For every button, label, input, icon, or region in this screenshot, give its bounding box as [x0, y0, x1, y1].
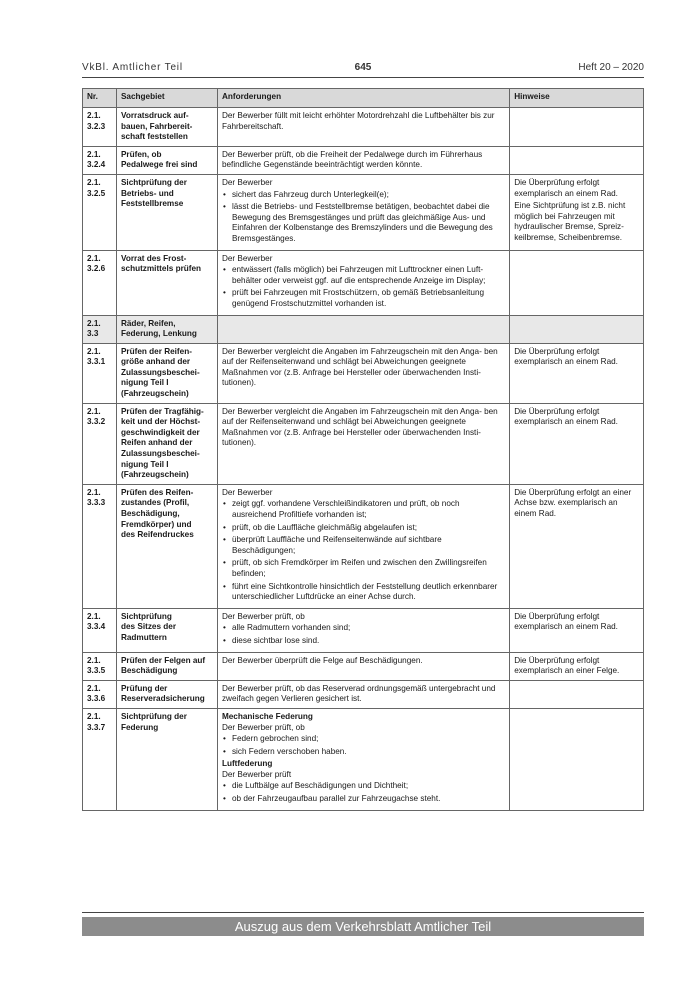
- requirements-table: [82, 88, 644, 811]
- section-title: Räder, Reifen, Federung, Lenkung: [116, 315, 217, 343]
- footer-rule: [82, 912, 644, 913]
- row-requirements: Der Bewerber überprüft die Felge auf Beschädigungen.: [217, 652, 509, 680]
- list-item: • führt eine Sichtkontrolle hinsichtlich der Feststellung deutlich erkennbarer unterschiedlicher Luftdrücke an einer Achse durch.: [222, 582, 505, 603]
- list-item: • alle Radmuttern vorhanden sind;: [222, 623, 505, 634]
- row-notes: [510, 174, 644, 250]
- row-notes: [510, 708, 644, 810]
- requirements-intro: Der Bewerber prüft: [221, 769, 292, 779]
- requirements-intro: Der Bewerber: [221, 177, 273, 187]
- row-notes: Die Überprüfung erfolgt exemplarisch an einem Rad.: [510, 343, 644, 403]
- list-item: • prüft, ob die Lauffläche gleichmäßig abgelaufen ist;: [222, 523, 505, 534]
- table-row: [83, 708, 644, 810]
- row-number: 2.1. 3.2.6: [83, 250, 117, 315]
- table-row: [83, 108, 644, 147]
- row-number: 2.1. 3.3.3: [83, 484, 117, 608]
- table-header-row: [83, 89, 644, 108]
- row-topic: Prüfung der Reserveradsicherung: [116, 680, 217, 708]
- section-empty-cell: [217, 315, 509, 343]
- row-number: 2.1. 3.2.4: [83, 146, 117, 174]
- table-row: [83, 484, 644, 608]
- row-number: 2.1. 3.3.1: [83, 343, 117, 403]
- row-notes: Die Überprüfung erfolgt exemplarisch an einem Rad.: [510, 608, 644, 652]
- row-notes: Die Überprüfung erfolgt an einer Achse bzw. exemplarisch an einem Rad.: [510, 484, 644, 608]
- column-header-hinweise: Hinweise: [510, 89, 644, 108]
- row-topic: Vorratsdruck auf- bauen, Fahrbereit- schaft feststellen: [116, 108, 217, 147]
- row-requirements: [217, 484, 509, 608]
- list-item: • prüft, ob sich Fremdkörper im Reifen und zwischen den Zwillingsreifen befinden;: [222, 558, 505, 579]
- list-item: • Federn gebrochen sind;: [222, 734, 505, 745]
- table-row: [83, 174, 644, 250]
- table-row: [83, 250, 644, 315]
- row-topic: Sichtprüfung der Betriebs- und Feststellbremse: [116, 174, 217, 250]
- list-item: • ob der Fahrzeugaufbau parallel zur Fahrzeugachse steht.: [222, 794, 505, 805]
- row-requirements: Der Bewerber prüft, ob das Reserverad ordnungsgemäß untergebracht und zweifach gegen Verlieren gesichert ist.: [217, 680, 509, 708]
- row-notes: [510, 146, 644, 174]
- list-item: • zeigt ggf. vorhandene Verschleißindikatoren und prüft, ob noch ausreichend Profiltiefe vorhanden ist;: [222, 499, 505, 520]
- row-requirements: [217, 250, 509, 315]
- note-text: Die Überprüfung erfolgt exemplarisch an einem Rad.: [514, 177, 618, 198]
- section-empty-cell: [510, 315, 644, 343]
- row-topic: Prüfen, ob Pedalwege frei sind: [116, 146, 217, 174]
- section-number: 2.1. 3.3: [83, 315, 117, 343]
- row-topic: Sichtprüfung der Federung: [116, 708, 217, 810]
- row-requirements: [217, 174, 509, 250]
- requirements-list: [222, 499, 505, 602]
- row-notes: [510, 680, 644, 708]
- row-number: 2.1. 3.2.5: [83, 174, 117, 250]
- row-topic: Prüfen der Felgen auf Beschädigung: [116, 652, 217, 680]
- column-header-nr: Nr.: [83, 89, 117, 108]
- subheading-mechanical: Mechanische Federung: [221, 711, 313, 721]
- subheading-air-suspension: Luftfederung: [221, 759, 273, 769]
- row-topic: Sichtprüfung des Sitzes der Radmuttern: [116, 608, 217, 652]
- requirements-list: [222, 190, 505, 245]
- list-item: • entwässert (falls möglich) bei Fahrzeugen mit Lufttrockner einen Luft- behälter oder verweist ggf. auf die entsprechende Anzeige im Display;: [222, 265, 505, 286]
- row-notes: [510, 108, 644, 147]
- page-header: [82, 62, 644, 76]
- table-row: [83, 608, 644, 652]
- requirements-intro: Der Bewerber prüft, ob: [221, 722, 305, 732]
- note-text: Eine Sichtprüfung ist z.B. nicht möglich bei Fahrzeugen mit hydraulischer Bremse, Spreiz- keilbremse, Scheibenbremse.: [514, 201, 626, 242]
- row-number: 2.1. 3.3.2: [83, 403, 117, 484]
- list-item: • diese sichtbar lose sind.: [222, 636, 505, 647]
- row-requirements: [217, 608, 509, 652]
- row-topic: Prüfen der Reifen- größe anhand der Zulassungsbeschei- nigung Teil I (Fahrzeugschein): [116, 343, 217, 403]
- row-topic: Prüfen des Reifen- zustandes (Profil, Beschädigung, Fremdkörper) und des Reifendruckes: [116, 484, 217, 608]
- list-item: • prüft bei Fahrzeugen mit Frostschützern, ob gemäß Betriebsanleitung genügend Frostschutzmittel vorhanden ist.: [222, 288, 505, 309]
- table-row: [83, 403, 644, 484]
- row-requirements: [217, 708, 509, 810]
- header-rule: [82, 77, 644, 78]
- requirements-list: [222, 734, 505, 757]
- requirements-list: [222, 623, 505, 646]
- requirements-intro: Der Bewerber: [221, 487, 273, 497]
- row-requirements: Der Bewerber füllt mit leicht erhöhter Motordrehzahl die Luftbehälter bis zur Fahrbereitschaft.: [217, 108, 509, 147]
- journal-title: VkBl. Amtlicher Teil: [82, 62, 183, 73]
- footer-banner: Auszug aus dem Verkehrsblatt Amtlicher Teil: [82, 917, 644, 936]
- row-notes: [510, 250, 644, 315]
- list-item: • die Luftbälge auf Beschädigungen und Dichtheit;: [222, 781, 505, 792]
- section-row: [83, 315, 644, 343]
- column-header-sachgebiet: Sachgebiet: [116, 89, 217, 108]
- row-requirements: Der Bewerber prüft, ob die Freiheit der Pedalwege durch im Führerhaus befindliche Gegenstände beeinträchtigt werden könnte.: [217, 146, 509, 174]
- table-row: [83, 652, 644, 680]
- list-item: • sichert das Fahrzeug durch Unterlegkeil(e);: [222, 190, 505, 201]
- requirements-intro: Der Bewerber prüft, ob: [221, 611, 305, 621]
- row-requirements: Der Bewerber vergleicht die Angaben im Fahrzeugschein mit den Anga- ben auf der Reifenseitenwand und schlägt bei Abweichungen geeignete Maßnahmen vor (z.B. Anfrage bei Hersteller oder überwachenden Insti- tutionen).: [217, 403, 509, 484]
- table-row: [83, 146, 644, 174]
- row-requirements: Der Bewerber vergleicht die Angaben im Fahrzeugschein mit den Anga- ben auf der Reifenseitenwand und schlägt bei Abweichungen geeignete Maßnahmen vor (z.B. Anfrage bei Hersteller oder überwachenden Insti- tutionen).: [217, 343, 509, 403]
- row-number: 2.1. 3.3.6: [83, 680, 117, 708]
- table-row: [83, 680, 644, 708]
- table-row: [83, 343, 644, 403]
- requirements-intro: Der Bewerber: [221, 253, 273, 263]
- column-header-anforderungen: Anforderungen: [217, 89, 509, 108]
- list-item: • sich Federn verschoben haben.: [222, 747, 505, 758]
- page-number: 645: [354, 62, 372, 73]
- row-notes: Die Überprüfung erfolgt exemplarisch an einer Felge.: [510, 652, 644, 680]
- row-number: 2.1. 3.3.4: [83, 608, 117, 652]
- row-number: 2.1. 3.3.5: [83, 652, 117, 680]
- issue-label: Heft 20 – 2020: [578, 62, 644, 73]
- requirements-list: [222, 781, 505, 804]
- requirements-list: [222, 265, 505, 309]
- row-number: 2.1. 3.3.7: [83, 708, 117, 810]
- row-topic: Vorrat des Frost- schutzmittels prüfen: [116, 250, 217, 315]
- row-notes: Die Überprüfung erfolgt exemplarisch an einem Rad.: [510, 403, 644, 484]
- row-topic: Prüfen der Tragfähig- keit und der Höchst- geschwindigkeit der Reifen anhand der Zulassungsbeschei- nigung Teil I (Fahrzeugschein): [116, 403, 217, 484]
- row-number: 2.1. 3.2.3: [83, 108, 117, 147]
- list-item: • lässt die Betriebs- und Feststellbremse betätigen, beobachtet dabei die Bewegung des Bremsgestänges und prüft das gleichmäßige Aus- und Einfahren der Kolbenstange des Bremszylinders und die Bewegung des Bremsgestänges.: [222, 202, 505, 244]
- list-item: • überprüft Lauffläche und Reifenseitenwände auf sichtbare Beschädigungen;: [222, 535, 505, 556]
